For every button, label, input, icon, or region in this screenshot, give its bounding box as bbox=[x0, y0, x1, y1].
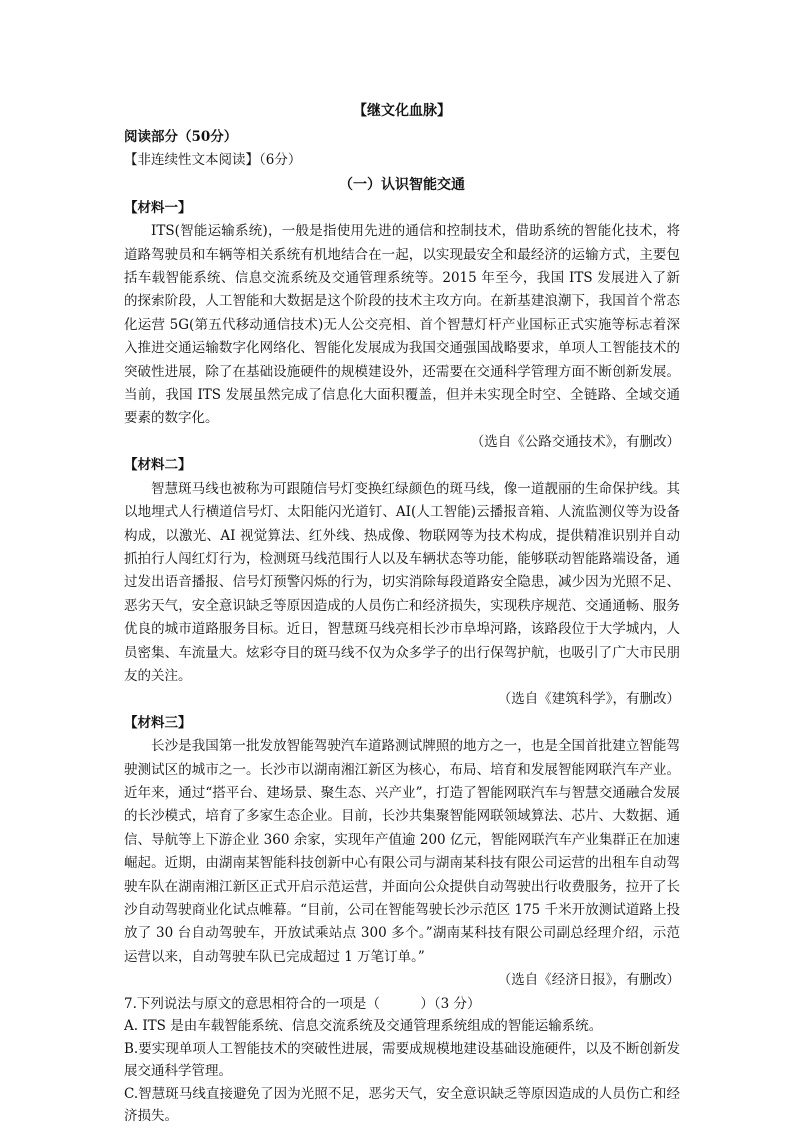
material-text: 智慧斑马线也被称为可跟随信号灯变换红绿颜色的斑马线，像一道靓丽的生命保护线。其以地埋式人行横道信号灯、太阳能闪光道钉、AI(人工智能)云播报音箱、人流监测仪等为设备构成，以激光、AI 视觉算法、红外线、热成像、物联网等为技术构成，提供精准识别并自动抓拍行人闯红灯行为，检测斑马线范围行人以及车辆状态等功能，能够联动智能路端设备，通过发出语音播报、信号灯预警闪烁的行为，切实消除每段道路安全隐患，减少因为光照不足、恶劣天气，安全意识缺乏等原因造成的人员伤亡和经济损失，实现秩序规范、交通通畅、服务优良的城市道路服务目标。近日，智慧斑马线亮相长沙市阜埠河路，该路段位于大学城内，人员密集、车流量大。炫彩夺目的斑马线不仅为众多学子的出行保驾护航，也吸引了广大市民朋友的关注。 bbox=[124, 480, 680, 684]
subsection-heading: 【非连续性文本阅读】（6分） bbox=[124, 152, 302, 169]
material-3 bbox=[124, 712, 680, 993]
material-label: 【材料三】 bbox=[124, 714, 192, 731]
question-stem: 7.下列说法与原文的意思相符合的一项是（ ）（3 分） bbox=[124, 995, 481, 1012]
material-text: ITS(智能运输系统)，一般是指使用先进的通信和控制技术，借助系统的智能化技术，将道路驾驶员和车辆等相关系统有机地结合在一起，以实现最安全和最经济的运输方式，主要包括车载智能系统、信息交流系统及交通管理系统等。2015 年至今，我国 ITS 发展进入了新的探索阶段，人工智能和大数据是这个阶段的技术主攻方向。在新基建浪潮下，我国首个常态化运营 5G(第五代移动通信技术)无人公交亮相、首个智慧灯杆产业国标正式实施等标志着深入推进交通运输数字化网络化、智能化发展成为我国交通强国战略要求，单项人工智能技术的突破性进展，除了在基础设施硬件的规模建设外，还需要在交通科学管理方面不断创新发展。当前，我国 ITS 发展虽然完成了信息化大面积覆盖，但并未实现全时空、全链路、全域交通要素的数字化。 bbox=[124, 223, 680, 427]
document-content bbox=[124, 100, 680, 1128]
page-title: 【继文化血脉】 bbox=[353, 103, 451, 119]
material-label: 【材料二】 bbox=[124, 457, 192, 474]
material-label: 【材料一】 bbox=[124, 199, 192, 216]
material-2 bbox=[124, 454, 680, 711]
material-source: （选自《经济日报》，有删改） bbox=[497, 972, 680, 989]
question-option-b: B.要实现单项人工智能技术的突破性进展，需要成规模地建设基础设施硬件，以及不断创新发展交通科学管理。 bbox=[124, 1040, 680, 1080]
question-7 bbox=[124, 993, 680, 1128]
material-source: （选自《建筑科学》，有删改） bbox=[497, 691, 680, 708]
question-option-a: A. ITS 是由车载智能系统、信息交流系统及交通管理系统组成的智能运输系统。 bbox=[124, 1018, 603, 1035]
section-heading: 阅读部分（50分） bbox=[124, 129, 238, 145]
material-1 bbox=[124, 197, 680, 454]
material-source: （选自《公路交通技术》，有删改） bbox=[470, 433, 680, 450]
material-text: 长沙是我国第一批发放智能驾驶汽车道路测试牌照的地方之一，也是全国首批建立智能驾驶测试区的城市之一。长沙市以湖南湘江新区为核心，布局、培育和发展智能网联汽车产业。近年来，通过“搭平台、建场景、聚生态、兴产业”，打造了智能网联汽车与智慧交通融合发展的长沙模式，培育了多家生态企业。目前，长沙共集聚智能网联领域算法、芯片、大数据、通信、导航等上下游企业 360 余家，实现年产值逾 200 亿元，智能网联汽车产业集群正在加速崛起。近期，由湖南某智能科技创新中心有限公司与湖南某科技有限公司运营的出租车自动驾驶车队在湖南湘江新区正式开启示范运营，并面向公众提供自动驾驶出行收费服务，拉开了长沙自动驾驶商业化试点帷幕。“目前，公司在智能驾驶长沙示范区 175 千米开放测试道路上投放了 30 台自动驾驶车，开放试乘站点 300 多个。”湖南某科技有限公司副总经理介绍，示范运营以来，自动驾驶车队已完成超过 1 万笔订单。” bbox=[124, 738, 680, 965]
question-option-c: C.智慧斑马线直接避免了因为光照不足，恶劣天气，安全意识缺乏等原因造成的人员伤亡和经济损失。 bbox=[124, 1085, 680, 1125]
topic-title: （一）认识智能交通 bbox=[339, 176, 465, 193]
